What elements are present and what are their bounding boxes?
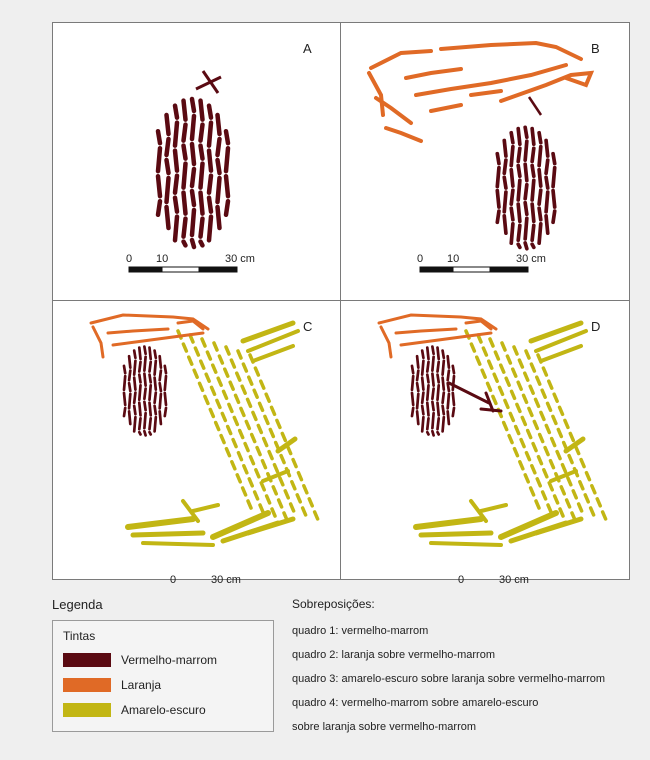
- scale-bar: [129, 267, 237, 272]
- legend-label-orange: Laranja: [121, 678, 162, 692]
- overlaps-title: Sobreposições:: [292, 597, 375, 611]
- figure-c: [53, 301, 341, 579]
- overlap-line: sobre laranja sobre vermelho-marrom: [292, 721, 477, 733]
- red-oval-figure: [158, 99, 228, 247]
- panel-letter: D: [591, 319, 601, 334]
- orange-animal-figure: [369, 43, 591, 141]
- panel-letter: A: [303, 41, 312, 56]
- legend-label-red: Vermelho-marrom: [121, 653, 218, 667]
- legend-label-yellow: Amarelo-escuro: [121, 703, 206, 717]
- figure-b: [341, 23, 629, 301]
- scale-label-10: 10: [156, 253, 169, 265]
- overlap-line: quadro 1: vermelho-marrom: [292, 625, 429, 637]
- legend-box-title: Tintas: [63, 629, 96, 643]
- panel-d: [341, 301, 629, 586]
- scale-label-30: 30 cm: [225, 253, 255, 265]
- red-oval-figure: [412, 347, 454, 436]
- figure-a: [53, 23, 341, 301]
- scale-label-30: 30 cm: [499, 574, 529, 586]
- overlap-line: quadro 4: vermelho-marrom sobre amarelo-escuro: [292, 697, 539, 709]
- red-oval-figure: [124, 347, 166, 436]
- scale-label-30: 30 cm: [211, 574, 241, 586]
- scale-label-30: 30 cm: [516, 253, 546, 265]
- legend-box: [52, 620, 274, 732]
- swatch-red: [63, 653, 111, 667]
- panel-b: [341, 23, 629, 301]
- scale-label-0: 0: [458, 574, 465, 586]
- panel-grid: [52, 22, 630, 586]
- swatch-orange: [63, 678, 111, 692]
- panel-letter: C: [303, 319, 313, 334]
- red-oval-figure: [497, 127, 554, 248]
- scale-label-0: 0: [417, 253, 424, 265]
- panel-a: [53, 23, 341, 301]
- legend-title: Legenda: [52, 597, 103, 612]
- panel-c: [53, 301, 341, 586]
- overlap-line: quadro 2: laranja sobre vermelho-marrom: [292, 649, 495, 661]
- swatch-yellow: [63, 703, 111, 717]
- scale-label-0: 0: [126, 253, 133, 265]
- panel-letter: B: [591, 41, 600, 56]
- scale-bar: [420, 267, 528, 272]
- overlap-line: quadro 3: amarelo-escuro sobre laranja sobre vermelho-marrom: [292, 673, 606, 685]
- figure-d: [341, 301, 629, 579]
- scale-label-10: 10: [447, 253, 460, 265]
- scale-label-0: 0: [170, 574, 177, 586]
